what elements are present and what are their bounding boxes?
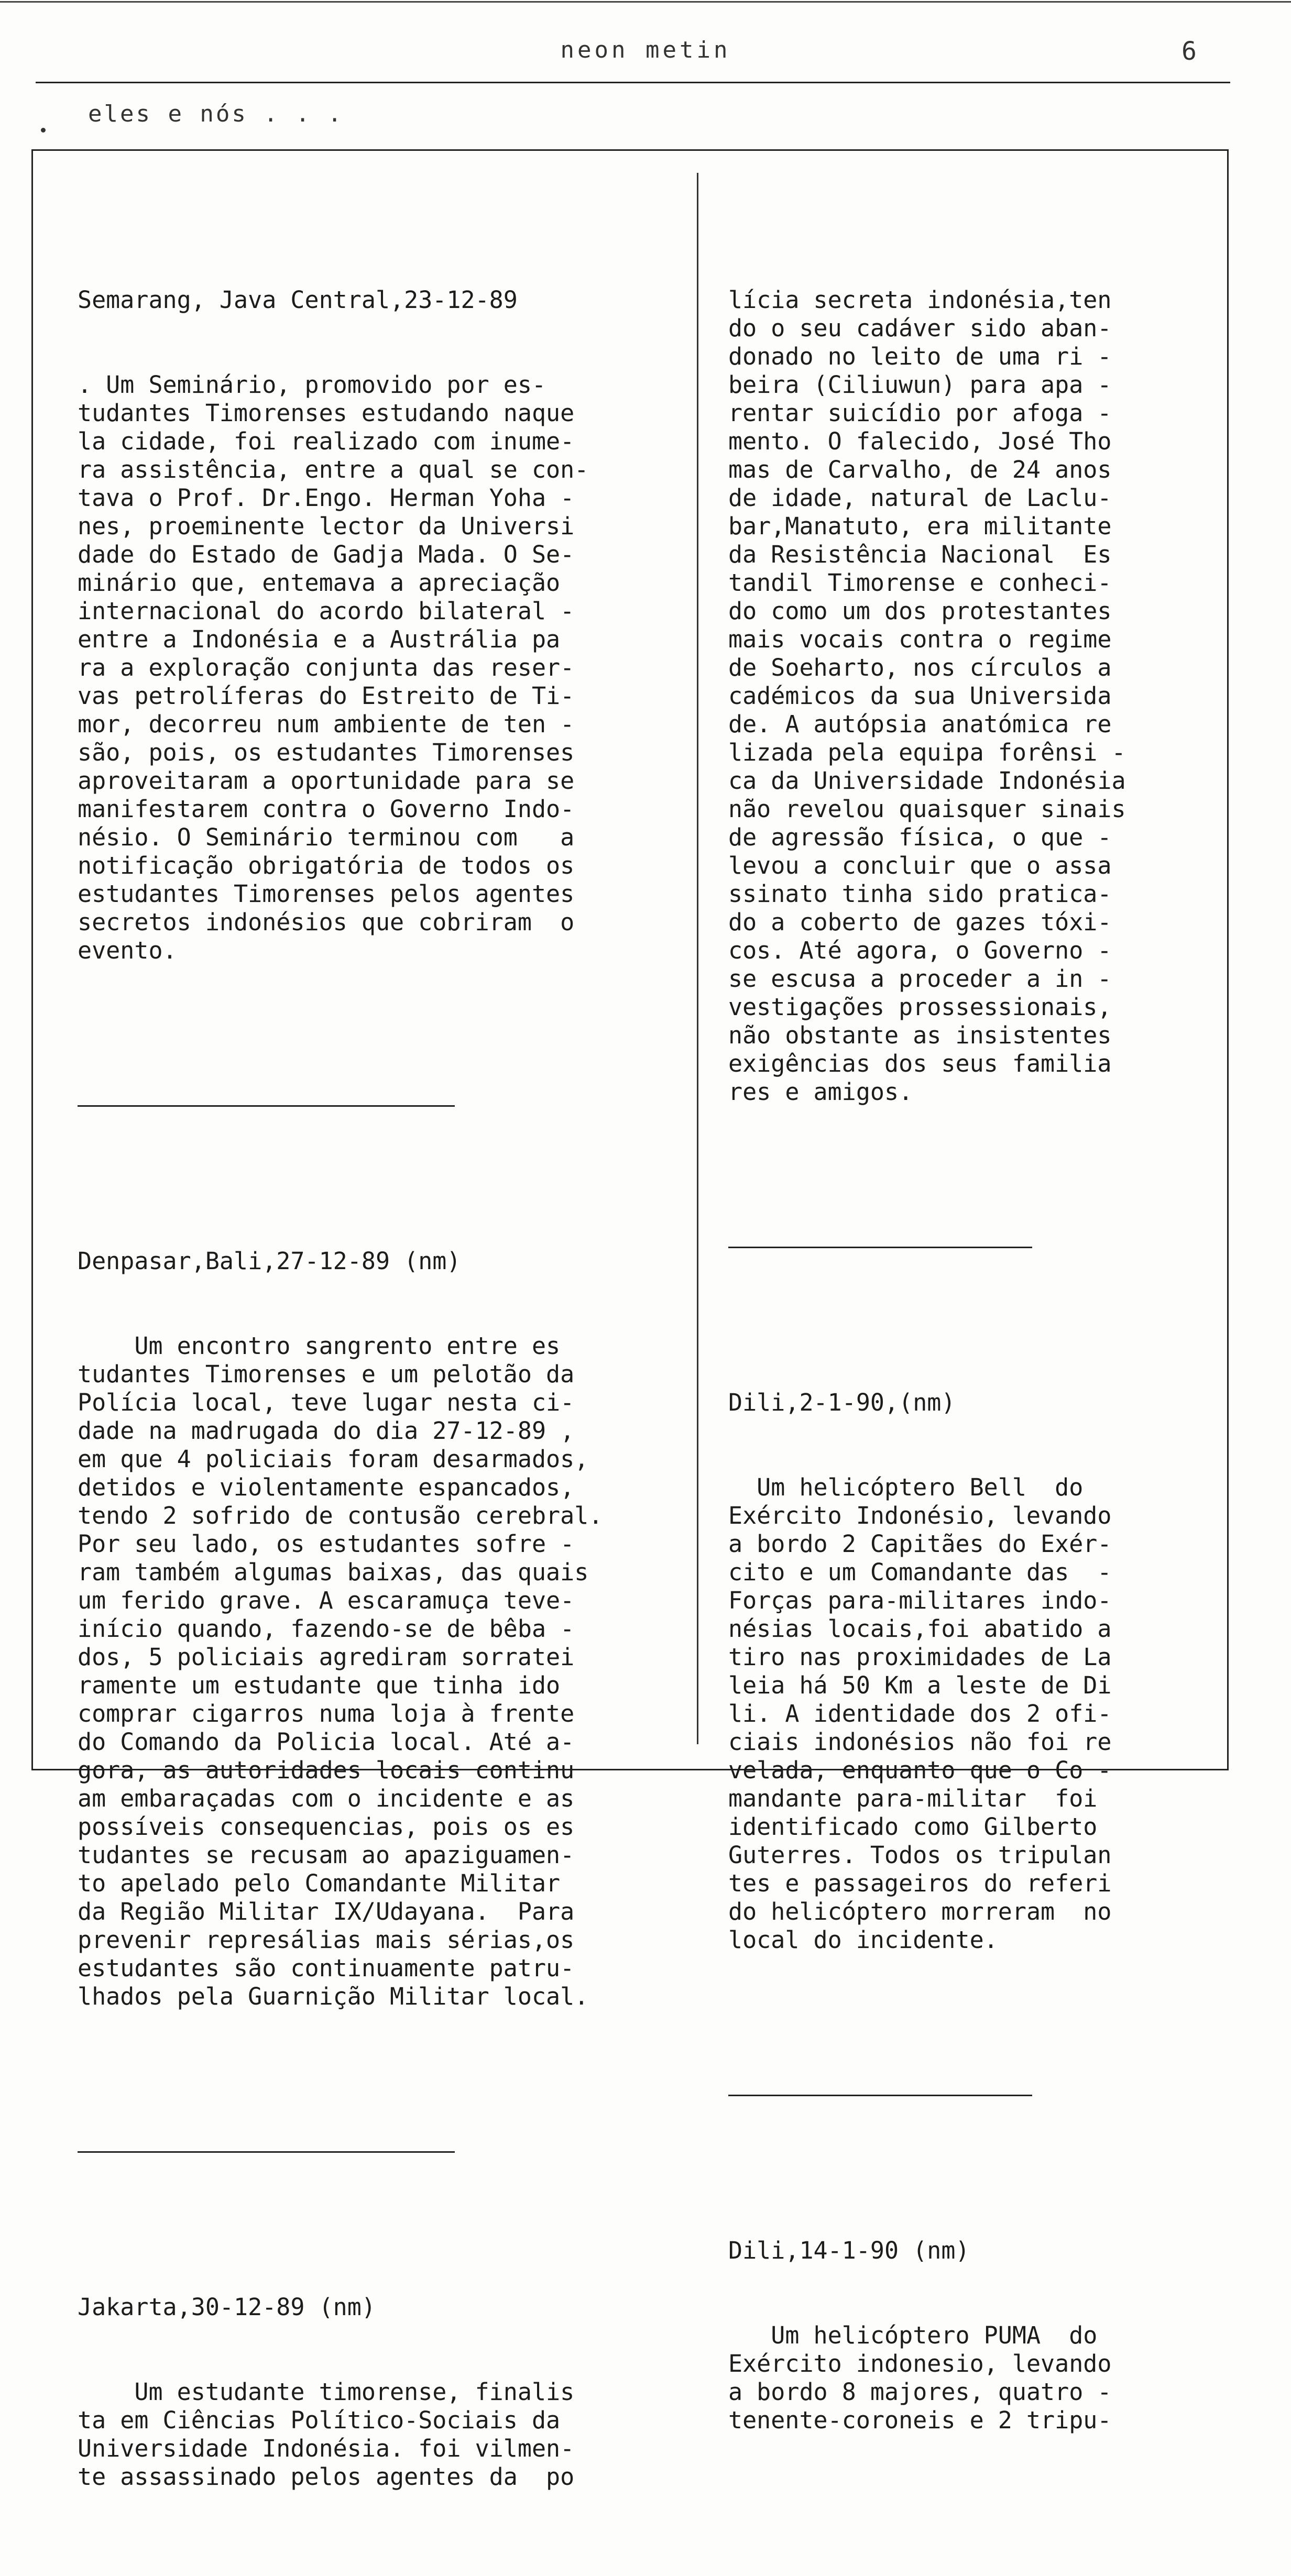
left-column bbox=[78, 173, 685, 2576]
article-separator bbox=[728, 2095, 1032, 2096]
article-body: lícia secreta indonésia,ten do o seu cadáver sido aban- donado no leito de uma ri - beira (Ciliuwun) para apa - rentar suicídio por afoga - mento. O falecido, José Tho mas de Carvalho, de 24 anos de idade, natural de Laclu- bar,Manatuto, era militante da Resistência Nacional Es tandil Timorense e conheci- do como um dos protestantes mais vocais contra o regime de Soeharto, nos círculos a cadémicos da sua Universida de. A autópsia anatómica re lizada pela equipa forênsi - ca da Universidade Indonésia não revelou quaisquer sinais de agressão física, o que - levou a concluir que o assa ssinato tinha sido pratica- do a coberto de gazes tóxi- cos. Até agora, o Governo - se escusa a proceder a in - vestigações prossessionais, não obstante as insistentes exigências dos seus familia res e amigos. bbox=[728, 286, 1126, 1106]
article-separator bbox=[728, 1247, 1032, 1248]
article-dili-helicopter-bell bbox=[728, 1332, 1216, 2011]
section-heading: eles e nós . . . bbox=[88, 101, 344, 127]
column-divider bbox=[697, 173, 698, 1744]
article-body: Um estudante timorense, finalis ta em Ciências Político-Sociais da Universidade Indonésia. foi vilmen- te assassinado pelos agentes da po bbox=[78, 2378, 575, 2491]
article-jakarta bbox=[78, 2237, 685, 2548]
article-semarang bbox=[78, 229, 685, 1021]
article-dateline: Dili,14-1-90 (nm) bbox=[728, 2237, 970, 2264]
article-dateline: Denpasar,Bali,27-12-89 (nm) bbox=[78, 1247, 461, 1275]
top-edge-rule bbox=[0, 1, 1291, 3]
article-body: . Um Seminário, promovido por es- tudantes Timorenses estudando naque la cidade, foi realizado com inume- ra assistência, entre a qual se con- tava o Prof. Dr.Engo. Herman Yoha - nes, proeminente lector da Universi dade do Estado de Gadja Mada. O Se- minário que, entemava a apreciação internacional do acordo bilateral - entre a Indonésia e a Austrália pa ra a exploração conjunta das reser- vas petrolíferas do Estreito de Ti- mor, decorreu num ambiente de ten - são, pois, os estudantes Timorenses aproveitaram a oportunidade para se manifestarem contra o Governo Indo- nésio. O Seminário terminou com a notificação obrigatória de todos os estudantes Timorenses pelos agentes secretos indonésios que cobriram o evento. bbox=[78, 371, 589, 964]
article-body: Um helicóptero PUMA do Exército indonesio, levando a bordo 8 majores, quatro - tenente-coroneis e 2 tripu- bbox=[728, 2321, 1112, 2434]
article-separator bbox=[78, 2151, 455, 2153]
right-column bbox=[728, 173, 1216, 2519]
article-denpasar bbox=[78, 1191, 685, 2067]
article-dili-helicopter-puma bbox=[728, 2180, 1216, 2491]
article-separator bbox=[78, 1105, 455, 1107]
margin-dot bbox=[41, 128, 46, 133]
article-body: Um encontro sangrento entre es tudantes Timorenses e um pelotão da Polícia local, teve lugar nesta ci- dade na madrugada do dia 27-12-89 , em que 4 policiais foram desarmados, detidos e violentamente espancados, tendo 2 sofrido de contusão cerebral. Por seu lado, os estudantes sofre - ram também algumas baixas, das quais um ferido grave. A escaramuça teve- início quando, fazendo-se de bêba - dos, 5 policiais agrediram sorratei ramente um estudante que tinha ido comprar cigarros numa loja à frente do Comando da Policia local. Até a- gora, as autoridades locais continu am embaraçadas com o incidente e as possíveis consequencias, pois os es tudantes se recusam ao apaziguamen- to apelado pelo Comandante Militar da Região Militar IX/Udayana. Para prevenir represálias mais sérias,os estudantes são continuamente patru- lhados pela Guarnição Militar local. bbox=[78, 1332, 603, 2010]
page-number: 6 bbox=[1181, 37, 1197, 66]
publication-title: neon metin bbox=[560, 37, 731, 63]
article-dateline: Jakarta,30-12-89 (nm) bbox=[78, 2293, 376, 2321]
article-body: Um helicóptero Bell do Exército Indonésio, levando a bordo 2 Capitães do Exér- cito e um Comandante das - Forças para-militares indo- nésias locais,foi abatido a tiro nas proximidades de La leia há 50 Km a leste de Di li. A identidade dos 2 ofi- ciais indonésios não foi re velada, enquanto que o Co - mandante para-militar foi identificado como Gilberto Guterres. Todos os tripulan tes e passageiros do referi do helicóptero morreram no local do incidente. bbox=[728, 1473, 1112, 1954]
header-rule bbox=[36, 82, 1230, 83]
article-dateline: Semarang, Java Central,23-12-89 bbox=[78, 286, 518, 314]
article-jakarta-continued bbox=[728, 229, 1216, 1163]
article-dateline: Dili,2-1-90,(nm) bbox=[728, 1389, 956, 1416]
